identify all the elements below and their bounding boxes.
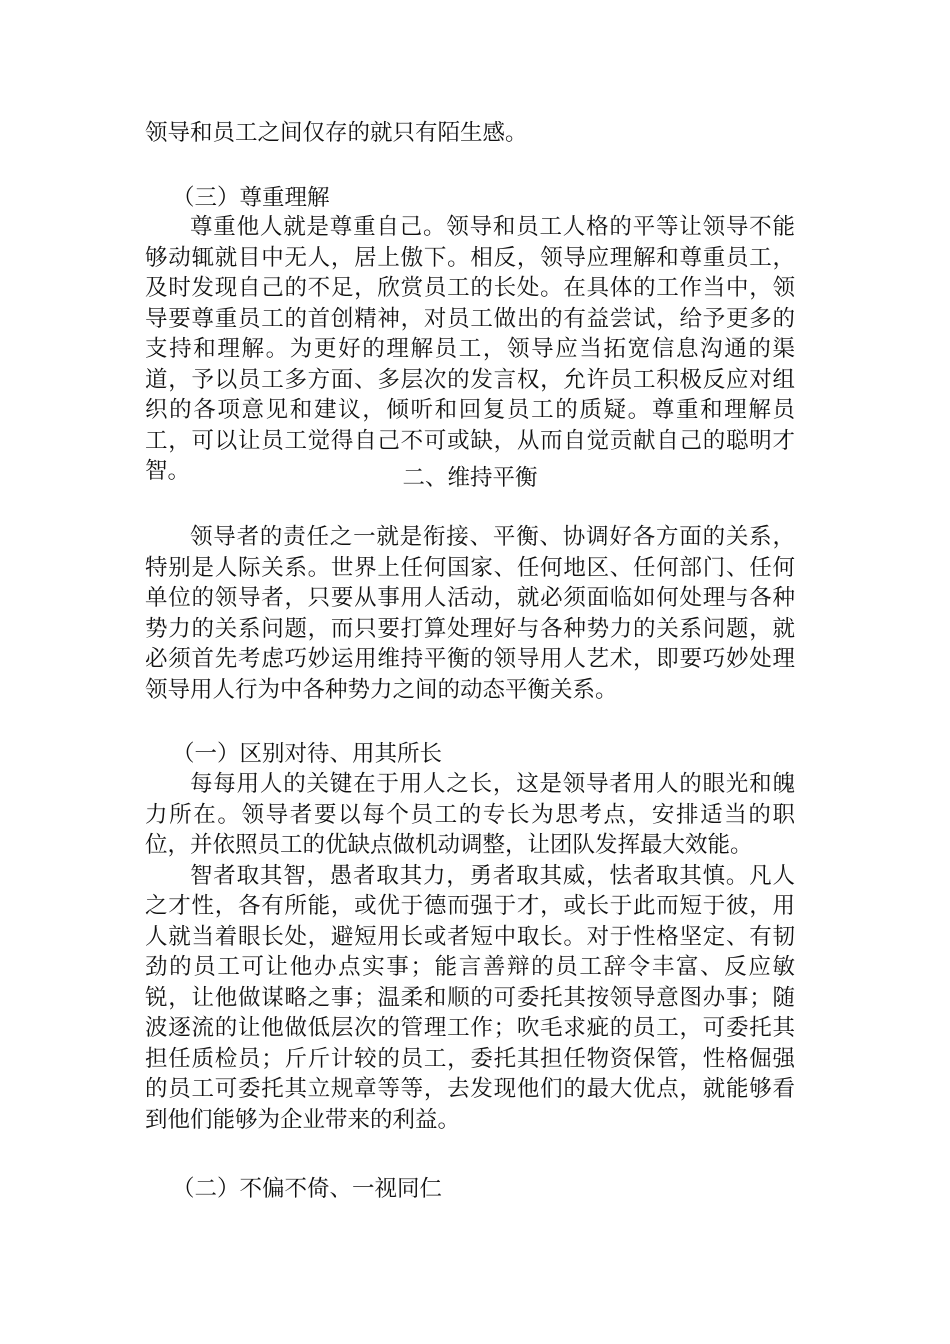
balance-section (145, 522, 795, 705)
subheading-impartial: （二）不偏不倚、一视同仁 (172, 1176, 443, 1202)
subheading-strengths: （一）区别对待、用其所长 (172, 741, 443, 767)
wisdom-paragraph: 智者取其智，愚者取其力，勇者取其威，怯者取其慎。凡人之才性，各有所能，或优于德而强于才，或长于此而短于彼，用人就当着眼长处，避短用长或者短中取长。对于性格坚定、有韧劲的员工可让他办点实事；能言善辩的员工辞令丰富、反应敏锐，让他做谋略之事；温柔和顺的可委托其按领导意图办事；随波逐流的让他做低层次的管理工作；吹毛求疵的员工，可委托其担任质检员；斤斤计较的员工，委托其担任物资保管，性格倔强的员工可委托其立规章等等，去发现他们的最大优点，就能够看到他们能够为企业带来的利益。 (145, 862, 795, 1133)
section-heading-balance: 二、维持平衡 (402, 465, 538, 491)
balance-paragraph: 领导者的责任之一就是衔接、平衡、协调好各方面的关系，特别是人际关系。世界上任何国家、任何地区、任何部门、任何单位的领导者，只要从事用人活动，就必须面临如何处理与各种势力的关系问题，而只要打算处理好与各种势力的关系问题，就必须首先考虑巧妙运用维持平衡的领导用人艺术，即要巧妙处理领导用人行为中各种势力之间的动态平衡关系。 (145, 524, 795, 703)
intro-paragraph: 领导和员工之间仅存的就只有陌生感。 (145, 120, 528, 146)
strengths-section (145, 769, 795, 1135)
strengths-paragraph: 每每用人的关键在于用人之长，这是领导者用人的眼光和魄力所在。领导者要以每个员工的专长为思考点，安排适当的职位，并依照员工的优缺点做机动调整，让团队发挥最大效能。 (145, 771, 795, 858)
respect-section (145, 212, 795, 487)
subheading-respect: （三）尊重理解 (172, 185, 330, 211)
respect-paragraph: 尊重他人就是尊重自己。领导和员工人格的平等让领导不能够动辄就目中无人，居上傲下。相反，领导应理解和尊重员工，及时发现自己的不足，欣赏员工的长处。在具体的工作当中，领导要尊重员工的首创精神，对员工做出的有益尝试，给予更多的支持和理解。为更好的理解员工，领导应当拓宽信息沟通的渠道，予以员工多方面、多层次的发言权，允许员工积极反应对组织的各项意见和建议，倾听和回复员工的质疑。尊重和理解员工，可以让员工觉得自己不可或缺，从而自觉贡献自己的聪明才智。 (145, 214, 795, 484)
